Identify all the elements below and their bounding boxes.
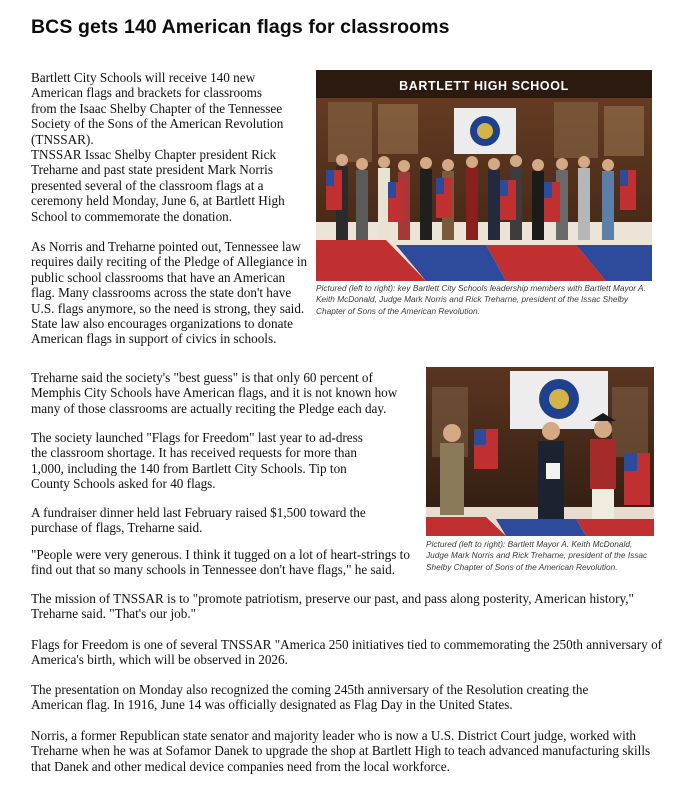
ceremony-group-photo-graphic [316, 70, 652, 281]
paragraph-5: The society launched "Flags for Freedom" last year to ad-dress the classroom shortage. It has received requests for more than 1,000, including the 140 from Bartlett City Schools. Tip ton County Schools asked for 40 flags. [31, 430, 363, 492]
paragraph-2: TNSSAR Issac Shelby Chapter president Rick Treharne and past state president Mark Norris presented several of the classroom flags at a ceremony held Monday, June 6, at Bartlett High School to commemorate the donation. [31, 147, 285, 224]
paragraph-7: "People were very generous. I think it tugged on a lot of heart-strings to find out that so many schools in Tennessee don't have flags," he said. [31, 547, 410, 578]
ceremony-group-photo [316, 70, 652, 281]
paragraph-4: Treharne said the society's "best guess" is that only 60 percent of Memphis City Schools have American flags, and it is not known how many of those classrooms are actually reciting the Pledge each day. [31, 370, 398, 416]
paragraph-1: Bartlett City Schools will receive 140 new American flags and brackets for classrooms from the Isaac Shelby Chapter of the Tennessee Society of the Sons of the American Revolution (TNSSAR). [31, 70, 284, 147]
paragraph-8: The mission of TNSSAR is to "promote patriotism, preserve our past, and pass along posterity, American history," Treharne said. "That's our job." [31, 591, 634, 622]
paragraph-11: Norris, a former Republican state senator and majority leader who is now a U.S. District Court judge, worked with Treharne when he was at Sofamor Danek to upgrade the shop at Bartlett High to teach advanced manufacturing skills that Danek and other medical device companies need from the local workforce. [31, 728, 651, 774]
presenters-photo [426, 367, 654, 536]
paragraph-6: A fundraiser dinner held last February raised $1,500 toward the purchase of flags, Treharne said. [31, 505, 366, 536]
sign-text: BARTLETT HIGH SCHOOL [399, 79, 569, 93]
photo-1-caption: Pictured (left to right): key Bartlett City Schools leadership members with Bartlett Mayor A. Keith McDonald, Judge Mark Norris and Rick Treharne, president of the Issac Shelby Chapter of Sons of the American Revolution. [316, 283, 646, 316]
paragraph-9: Flags for Freedom is one of several TNSSAR "America 250 initiatives tied to commemorating the 250th anniversary of America's birth, which will be observed in 2026. [31, 637, 663, 668]
paragraph-3: As Norris and Treharne pointed out, Tennessee law requires daily reciting of the Pledge of Allegiance in public school classrooms that have an American flag. Many classrooms across the state don't have U.S. flags anymore, so the need is strong, they said. State law also encourages organizations to donate American flags in support of civics in schools. [31, 239, 308, 347]
presenters-photo-graphic [426, 367, 654, 536]
paragraph-10: The presentation on Monday also recognized the coming 245th anniversary of the Resolution creating the American flag. In 1916, June 14 was officially designated as Flag Day in the United States. [31, 682, 589, 713]
photo-2-caption: Pictured (left to right): Bartlett Mayor A. Keith McDonald, Judge Mark Norris and Rick Treharne, president of the Issac Shelby Chapter of Sons of the American Revolution. [426, 539, 648, 572]
article-title: BCS gets 140 American flags for classrooms [31, 16, 450, 38]
